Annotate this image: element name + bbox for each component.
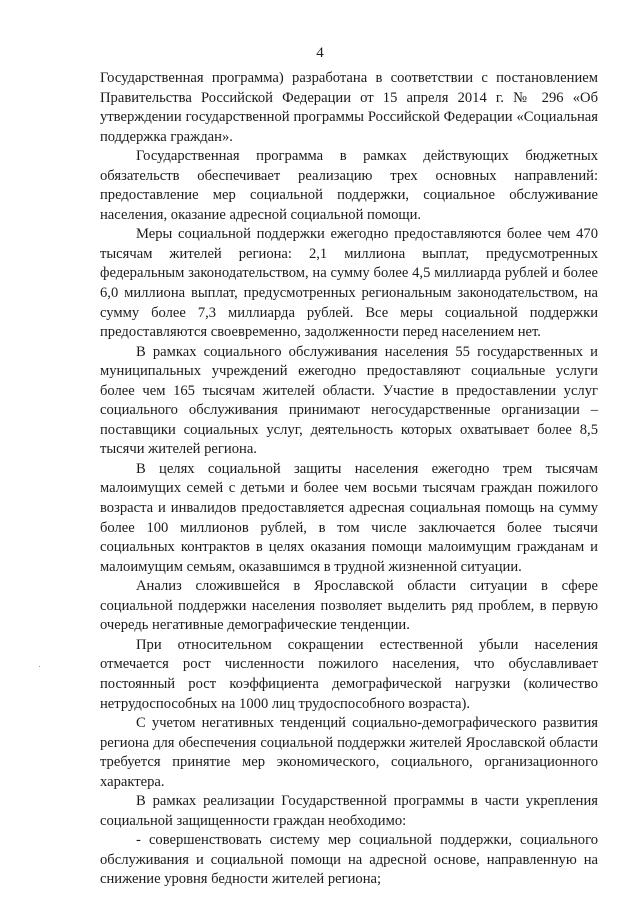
paragraph-necessary-actions: В рамках реализации Государственной программы в части укрепления социальной защищенности граждан необходимо: — [100, 793, 598, 829]
page-number: 4 — [316, 45, 324, 61]
document-body — [100, 69, 598, 890]
paragraph-targeted-assistance: В целях социальной защиты населения ежегодно трем тысячам малоимущих семей с детьми и более чем восьми тысячам граждан пожилого возраста и инвалидов предоставляется адресная социальная помощь на сумму более 100 миллионов рублей, в том числе заключается более тысячи социальных контрактов в целях оказания помощи малоимущим гражданам и малоимущим семьям, оказавшимся в трудной жизненной ситуации. — [100, 460, 598, 575]
paragraph-program-basis: Государственная программа) разработана в соответствии с постановлением Правительства Российской Федерации от 15 апреля 2014 г. № 296 «Об утверждении государственной программы Российской Федерации «Социальная поддержка граждан». — [100, 70, 598, 145]
paragraph-demographics: При относительном сокращении естественной убыли населения отмечается рост численности пожилого населения, что обуславливает постоянный рост коэффициента демографической нагрузки (количество нетрудоспособных на 1000 лиц трудоспособного возраста). — [100, 636, 598, 712]
paragraph-measures-required: С учетом негативных тенденций социально-демографического развития региона для обеспечения социальной поддержки жителей Ярославской области требуется принятие мер экономического, социального, организационного характера. — [100, 715, 598, 790]
paragraph-list-item: - совершенствовать систему мер социальной поддержки, социального обслуживания и социальной помощи на адресной основе, направленную на снижение уровня бедности жителей региона; — [100, 832, 598, 888]
paragraph-program-directions: Государственная программа в рамках действующих бюджетных обязательств обеспечивает реализацию трех основных направлений: предоставление мер социальной поддержки, социальное обслуживание населения, оказание адресной социальной помощи. — [100, 148, 598, 223]
paragraph-support-measures: Меры социальной поддержки ежегодно предоставляются более чем 470 тысячам жителей региона: 2,1 миллиона выплат, предусмотренных федеральным законодательством, на сумму более 4,5 миллиарда рублей и более 6,0 миллиона выплат, предусмотренных региональным законодательством, на сумму более 7,3 миллиарда рублей. Все меры социальной поддержки предоставляются своевременно, задолженности перед населением нет. — [100, 226, 598, 341]
margin-mark — [39, 666, 40, 667]
paragraph-social-services: В рамках социального обслуживания населения 55 государственных и муниципальных учреждений ежегодно предоставляют социальные услуги более чем 165 тысячам жителей области. Участие в предоставлении услуг социального обслуживания принимают негосударственные организации – поставщики социальных услуг, деятельность которых охватывает более 8,5 тысячи жителей региона. — [100, 343, 598, 458]
paragraph-situation-analysis: Анализ сложившейся в Ярославской области ситуации в сфере социальной поддержки населения позволяет выделить ряд проблем, в первую очередь негативные демографические тенденции. — [100, 578, 598, 634]
